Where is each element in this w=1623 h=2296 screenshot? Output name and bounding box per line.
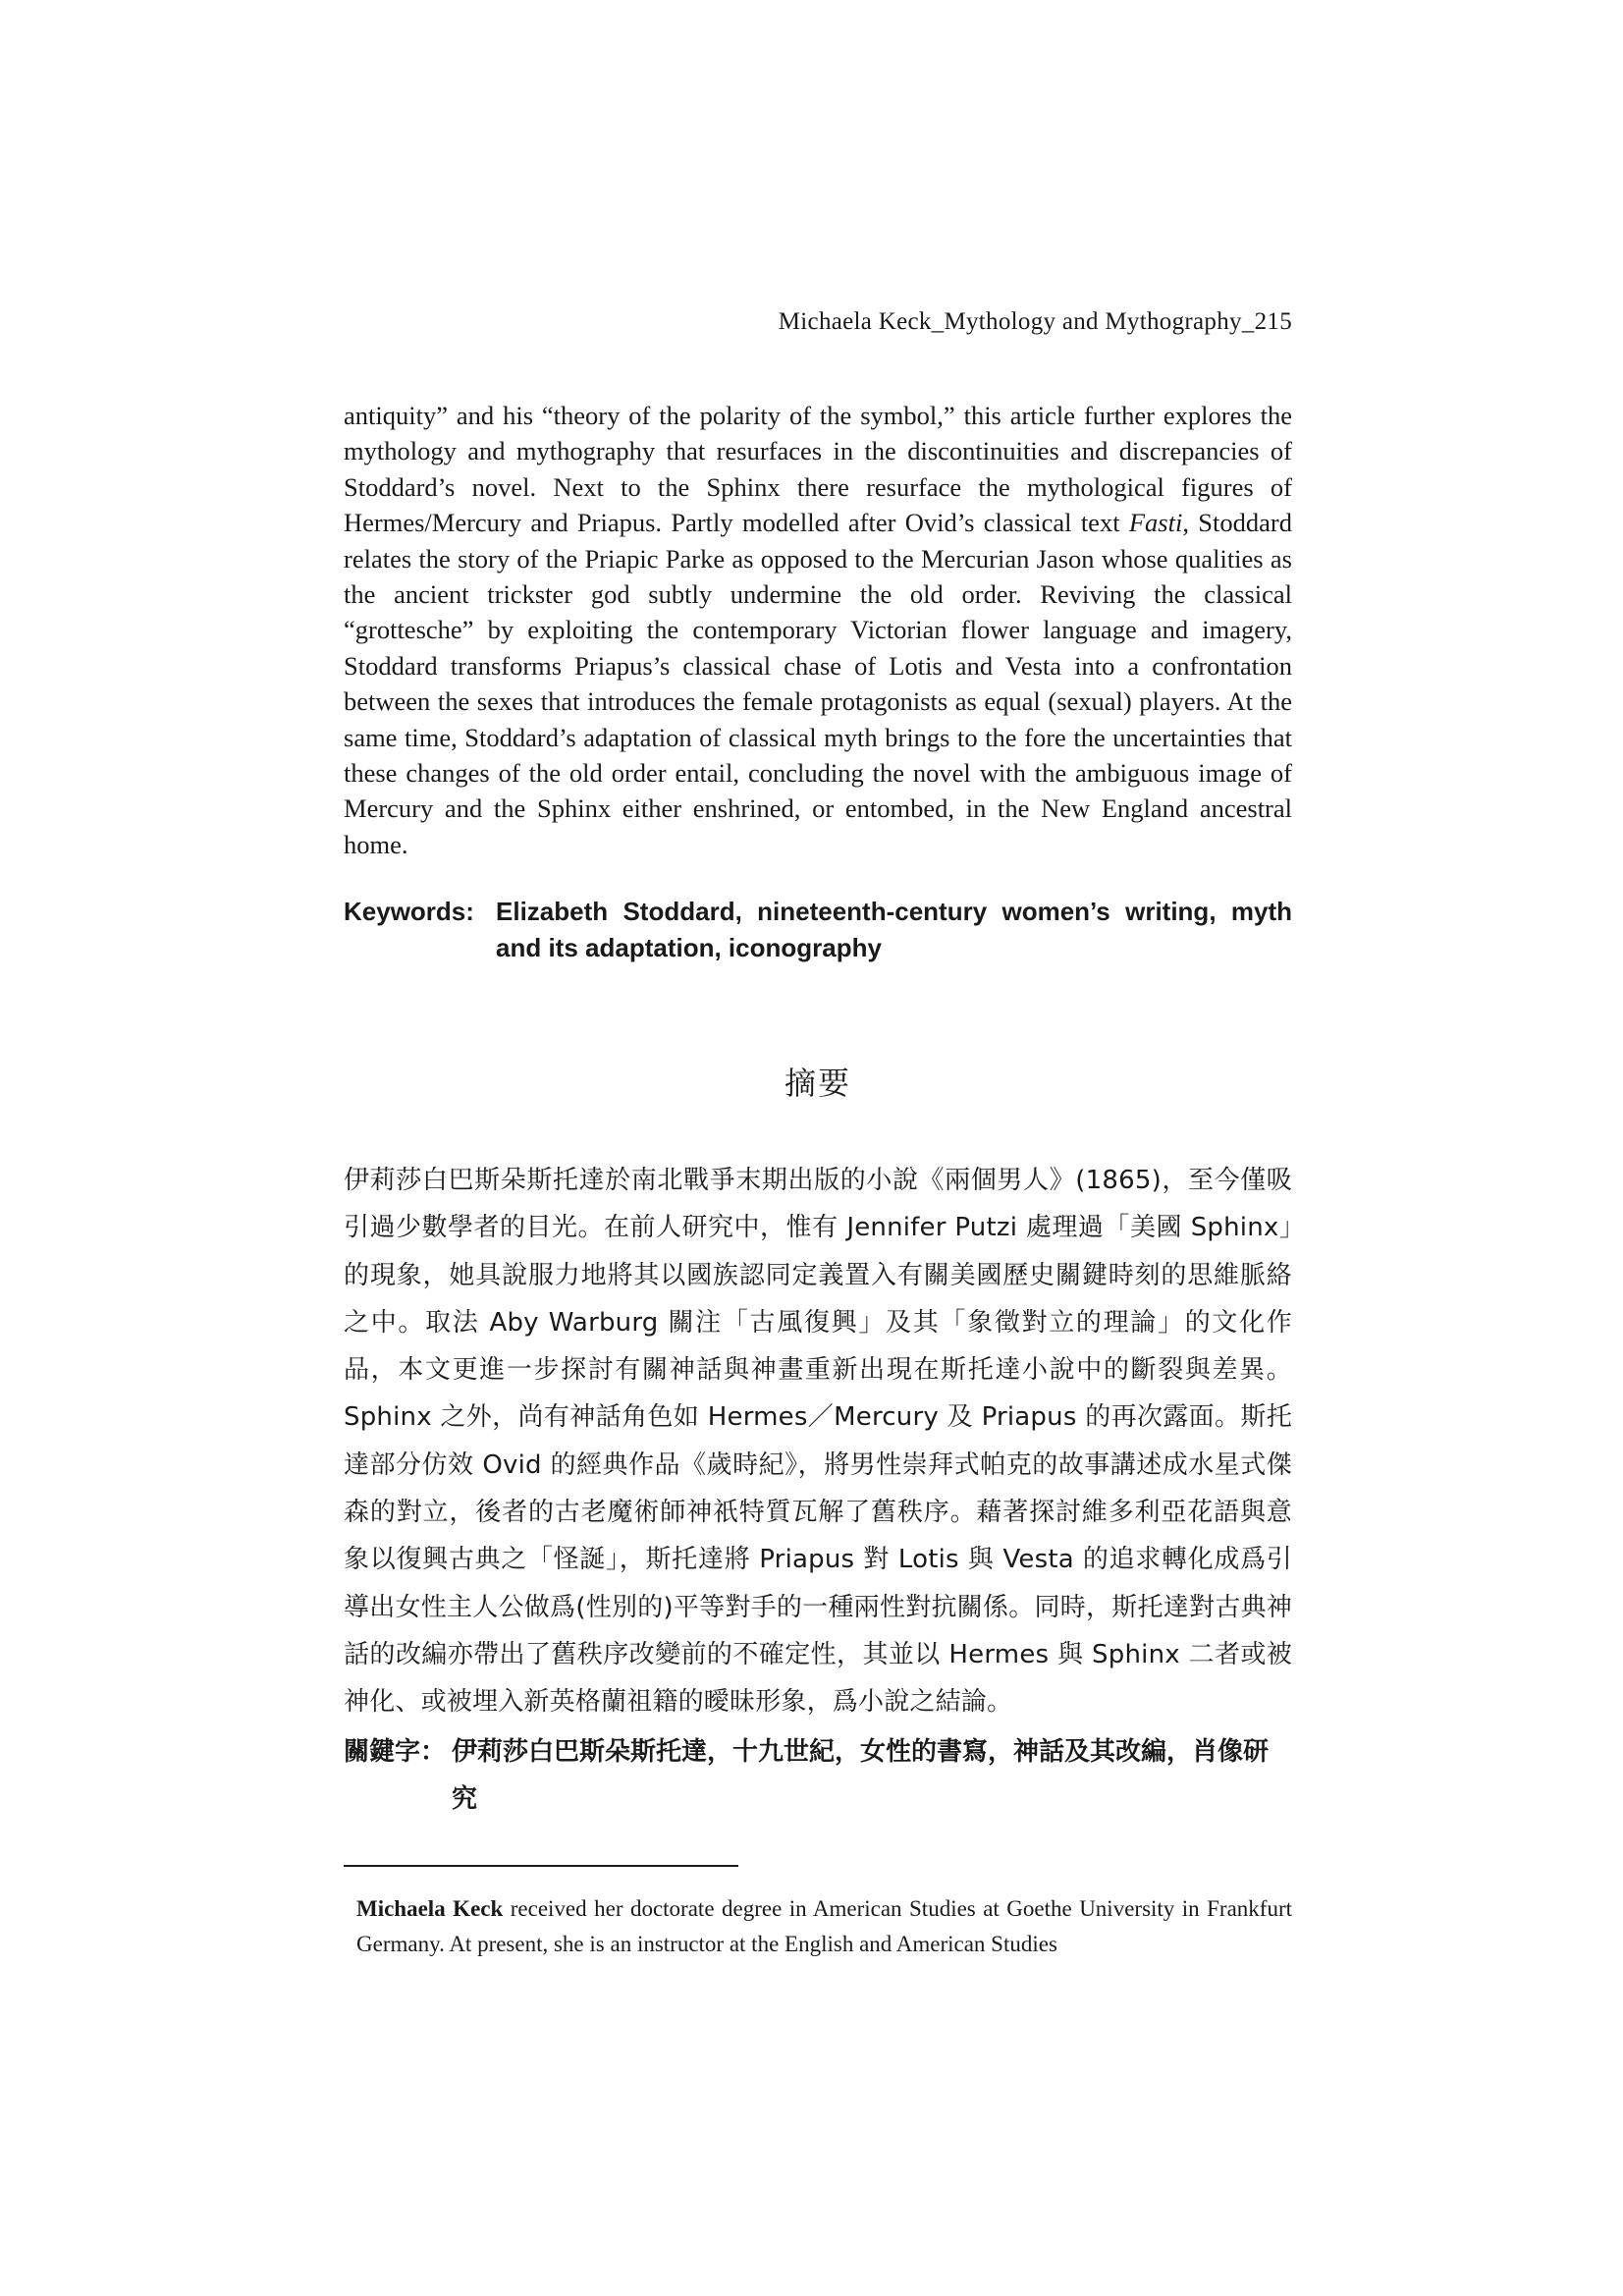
running-header: Michaela Keck_Mythology and Mythography_215	[778, 308, 1292, 335]
author-bio: received her doctorate degree in American Studies at Goethe University in Frankfurt Germany. At present, she is an instructor at the English and American Studies	[356, 1896, 1293, 1956]
abstract-italic-title: Fasti	[1128, 508, 1183, 538]
chinese-keywords-text: 伊莉莎白巴斯朵斯托達，十九世紀，女性的書寫，神話及其改編，肖像研究	[452, 1737, 1270, 1814]
keywords-text: Elizabeth Stoddard, nineteenth-century women’s writing, myth and its adaptation, iconography	[496, 897, 1292, 962]
author-footnote	[356, 1891, 1292, 1962]
chinese-abstract-title: 摘要	[784, 1065, 851, 1102]
chinese-keywords-label: 關鍵字：	[344, 1737, 447, 1767]
chinese-keywords	[344, 1728, 1292, 1823]
english-keywords	[344, 894, 1292, 966]
abstract-text-part2: , Stoddard relates the story of the Priapic Parke as opposed to the Mercurian Jason whose qualities as the ancient trickster god subtly undermine the old order. Reviving the classical “grottesche” by exploiting the contemporary Victorian flower language and imagery, Stoddard transforms Priapus’s classical chase of Lotis and Vesta into a confrontation between the sexes that introduces the female protagonists as equal (sexual) players. At the same time, Stoddard’s adaptation of classical myth brings to the fore the uncertainties that these changes of the old order entail, concluding the novel with the ambiguous image of Mercury and the Sphinx either enshrined, or entombed, in the New England ancestral home.	[344, 508, 1292, 859]
english-abstract	[344, 398, 1292, 862]
author-name: Michaela Keck	[356, 1896, 504, 1921]
keywords-label: Keywords:	[344, 897, 474, 926]
footnote-divider	[344, 1865, 738, 1867]
chinese-abstract: 伊莉莎白巴斯朵斯托達於南北戰爭末期出版的小說《兩個男人》(1865)，至今僅吸引過少數學者的目光。在前人研究中，惟有 Jennifer Putzi 處理過「美國 Sphinx」的現象，她具說服力地將其以國族認同定義置入有關美國歷史關鍵時刻的思維脈絡之中。取法 Aby Warburg 關注「古風復興」及其「象徵對立的理論」的文化作品，本文更進一步探討有關神話與神畫重新出現在斯托達小說中的斷裂與差異。Sphinx 之外，尚有神話角色如 Hermes／Mercury 及 Priapus 的再次露面。斯托達部分仿效 Ovid 的經典作品《歲時紀》，將男性崇拜式帕克的故事講述成水星式傑森的對立，後者的古老魔術師神祇特質瓦解了舊秩序。藉著探討維多利亞花語與意象以復興古典之「怪誕」，斯托達將 Priapus 對 Lotis 與 Vesta 的追求轉化成爲引導出女性主人公做爲(性別的)平等對手的一種兩性對抗關係。同時，斯托達對古典神話的改編亦帶出了舊秩序改變前的不確定性，其並以 Hermes 與 Sphinx 二者或被神化、或被埋入新英格蘭祖籍的曖昧形象，爲小說之結論。	[344, 1166, 1292, 1718]
abstract-text-part1: antiquity” and his “theory of the polarity of the symbol,” this article further explores the mythology and mythography that resurfaces in the discontinuities and discrepancies of Stoddard’s novel. Next to the Sphinx there resurface the mythological figures of Hermes/Mercury and Priapus. Partly modelled after Ovid’s classical text	[344, 401, 1292, 538]
